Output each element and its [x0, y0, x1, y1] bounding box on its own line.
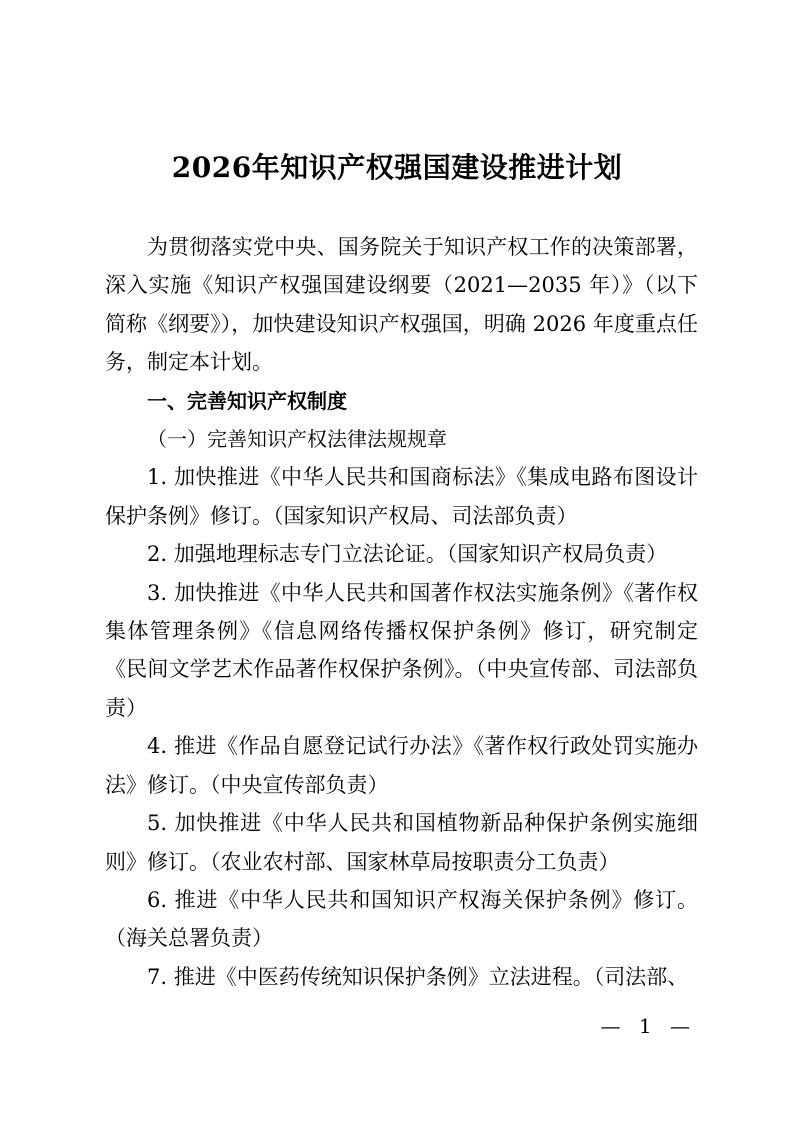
list-item: 4. 推进《作品自愿登记试行办法》《著作权行政处罚实施办法》修订。（中央宣传部负责）	[105, 734, 698, 797]
section-heading: 一、完善知识产权制度	[147, 388, 347, 413]
subsection-heading: （一）完善知识产权法律法规规章	[147, 427, 447, 452]
list-item: 6. 推进《中华人民共和国知识产权海关保护条例》修订。（海关总署负责）	[105, 887, 698, 951]
intro-paragraph: 为贯彻落实党中央、国务院关于知识产权工作的决策部署，深入实施《知识产权强国建设纲要（2021—2035 年）》（以下简称《纲要》），加快建设知识产权强国，明确 2026 年度重点任务，制定本计划。	[105, 235, 698, 375]
page-number: — 1 —	[600, 1014, 696, 1038]
list-item: 5. 加快推进《中华人民共和国植物新品种保护条例实施细则》修订。（农业农村部、国家林草局按职责分工负责）	[105, 811, 698, 874]
document-body	[105, 228, 698, 996]
document-title: 2026年知识产权强国建设推进计划	[171, 151, 623, 184]
list-item: 7. 推进《中医药传统知识保护条例》立法进程。（司法部、	[147, 964, 689, 989]
list-item: 1. 加快推进《中华人民共和国商标法》《集成电路布图设计保护条例》修订。（国家知识产权局、司法部负责）	[105, 465, 698, 528]
list-item: 3. 加快推进《中华人民共和国著作权法实施条例》《著作权集体管理条例》《信息网络传播权保护条例》修订，研究制定《民间文学艺术作品著作权保护条例》。（中央宣传部、司法部负责）	[105, 580, 698, 720]
list-item: 2. 加强地理标志专门立法论证。（国家知识产权局负责）	[147, 542, 668, 567]
